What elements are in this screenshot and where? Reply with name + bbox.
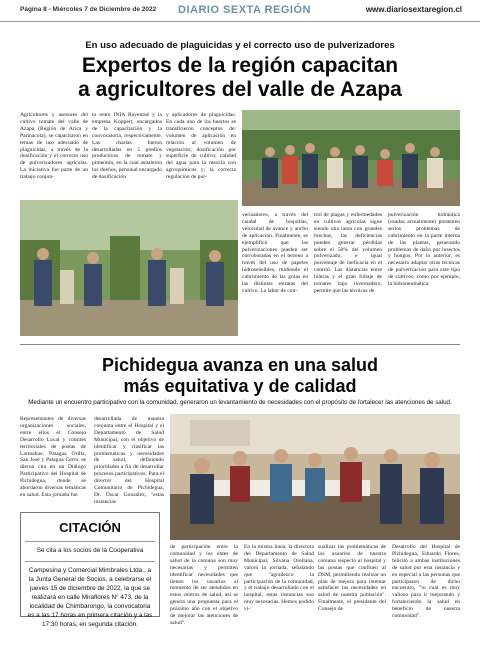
story2-column-6: Desarrollo del Hospital de Pichidegua, Eduardo Flores, felicitó a ambas instituciones de salud por esta instancia y en especial a las personas que participaron de dicho encuentro, "lo cual es muy valioso para ir mejorando y fortaleciendo la salud en beneficio de nuestra comunidad". [392, 544, 460, 620]
story1-headline-line2: a agricultores del valle de Azapa [78, 78, 402, 101]
story2-deck: Mediante un encuentro participativo con la comunidad, generaron un levantamiento de necesidades con el propósito de fortalecer las atenciones de salud. [28, 399, 452, 406]
story1-column-5: trol de plagas y enfermedades en cultivos agrícolas sigue siendo una tarea con grandes brechas, las deficiencias pueden generar pérdidas sobre el 50% del volumen pulverizado, e igual porcentaje de ineficacia en el control. Las distancias entre hileras y el gran follaje de tomates bajo invernadero, permite que las técnicas de [314, 212, 382, 294]
page-header [0, 0, 480, 22]
citacion-divider [25, 541, 155, 542]
story2-headline-line1: Pichidegua avanza en una salud [101, 355, 379, 375]
page-number: Página 8 [20, 6, 47, 13]
story1-column-1: Agricultores y asesores del cultivo tomate del valle de Azapa (Región de Arica y Parinacota), se capacitaron en temas de uso adecuado de plaguicidas, a través de la dosificación y el correcto uso de pulverizadores agrícolas. La iniciativa fue parte de un trabajo conjun- [20, 112, 88, 181]
citacion-notice [20, 512, 160, 628]
story2-column-4: En la misma línea, la directora del Departamento de Salud Municipal, Silvana Orellana, valoró la jornada, señalando que "agradezco la participación de la comunidad, y el trabajo desarrollado con el hospital, estas instancias son muy necesarias. Hemos podido vi- [244, 544, 314, 613]
story2-headline-line2: más equitativa y de calidad [123, 376, 357, 396]
citacion-intro: Se cita a los socios de la Cooperativa [36, 547, 144, 554]
section-divider [20, 344, 460, 345]
newspaper-url: www.diariosextaregion.cl [365, 5, 462, 14]
page-date-label [20, 6, 156, 13]
story1-field-photo [20, 200, 238, 336]
story1-column-6: pulverización hidráulica (usadas actualmente) presenten serios problemas de cubrimiento en la parte interna de las plantas, generando problemas de daño por insectos y hongos. Por lo anterior, es necesario adaptar otras técnicas de pulverización para este tipo de cultivos, como por ejemplo, la hidroneumática. [388, 212, 460, 288]
story1-kicker: En uso adecuado de plaguicidas y el correcto uso de pulverizadores [85, 40, 395, 51]
story1-column-4: verizadores, a través del caudal de boquillas, velocidad de avance y ancho de aplicación. Finalmente, se ejemplificó que las pulverizaciones pueden ser corroboradas en el terreno a través del uso de papeles hidrosensibles, midiendo el cubrimiento de las gotas en las distintas estratas del cultivo. La labor de con- [242, 212, 308, 294]
meeting-image [170, 414, 460, 540]
story2-meeting-photo [170, 414, 460, 540]
story1-column-2: to entre INIA Rayentué y la empresa Koppert, encargados de la capacitación y la convocatoria, respectivamente. Las charlas fueron desarrolladas en 5 predios productivos de tomate y pimentón, en la cual asistieron los dueños, personal encargado de dosificación [92, 112, 162, 181]
story2-column-3: de participación entre la comunidad y los entes de salud de la comuna son muy necesarias y permiten identificar necesidades que tienen los usuarios al momento de ser atendidos en estos centros de salud, así se genera una propuesta para el próximo año con el objetivo de mejorar las atenciones de salud". [170, 544, 238, 626]
story2-column-1: Representantes de diversas organizaciones sociales, entre ellos el Consejo Desarrollo Local y comités territoriales de postas de Larmahue, Patagua Orilla, San José y Patagua Cerro, se dieron cita en un Diálogo Participativo del Hospital de Pichidegua, donde se abordaron diversas temáticas en salud. Esta jornada fue [20, 416, 86, 498]
citacion-title: CITACIÓN [59, 520, 121, 535]
citacion-divider-2 [25, 561, 155, 562]
field-workers-image [20, 200, 238, 336]
newspaper-brand: DIARIO SEXTA REGIÓN [178, 4, 311, 16]
story2-column-2: desarrollada de manera conjunta entre el Hospital y el Departamento de Salud Municipal, con el objetivo de identificar y clasificar las problemáticas y necesidades de salud, definiendo prioridades a fin de desarrollar procesos participativos. Para el director del Hospital Comunitario de Pichidegua, Dr. Óscar González, "estas instancias [94, 416, 164, 505]
story1-headline-line1: Expertos de la región capacitan [81, 54, 399, 77]
citacion-body: Campesina y Comercial Mimbrales Ltda., a la Junta General de Socios, a celebrarse el jueves 15 de diciembre de 2022, la que se realizará en calle Miraflores N° 473, de la localidad de Chimbarongo, la convocatoria es a las 17 horas en primera citación y a las 17:30 horas, en segunda citación. [27, 567, 153, 628]
page-date: - Miércoles 7 de Diciembre de 2022 [46, 6, 157, 13]
story2-column-5: sualizar las problemáticas de los usuarios de nuestra comuna respecto al hospital y las postas que confluen al DSM, permitiendo realizar un plan de mejora para intentar satisfacer las necesidades en salud de nuestra población". Finalmente, el presidente del Consejo de [318, 544, 386, 613]
greenhouse-group-image [242, 110, 460, 206]
story1-column-3: y aplicadores de plaguicidas. En cada uno de los huertos se transfirieron conceptos de: volumen de aplicación en relación al volumen de vegetación; dosificación por superficie de cultivo; calidad del agua para la mezcla con agroquímicos y; la correcta regulación de pul- [166, 112, 236, 181]
story1-group-photo [242, 110, 460, 206]
